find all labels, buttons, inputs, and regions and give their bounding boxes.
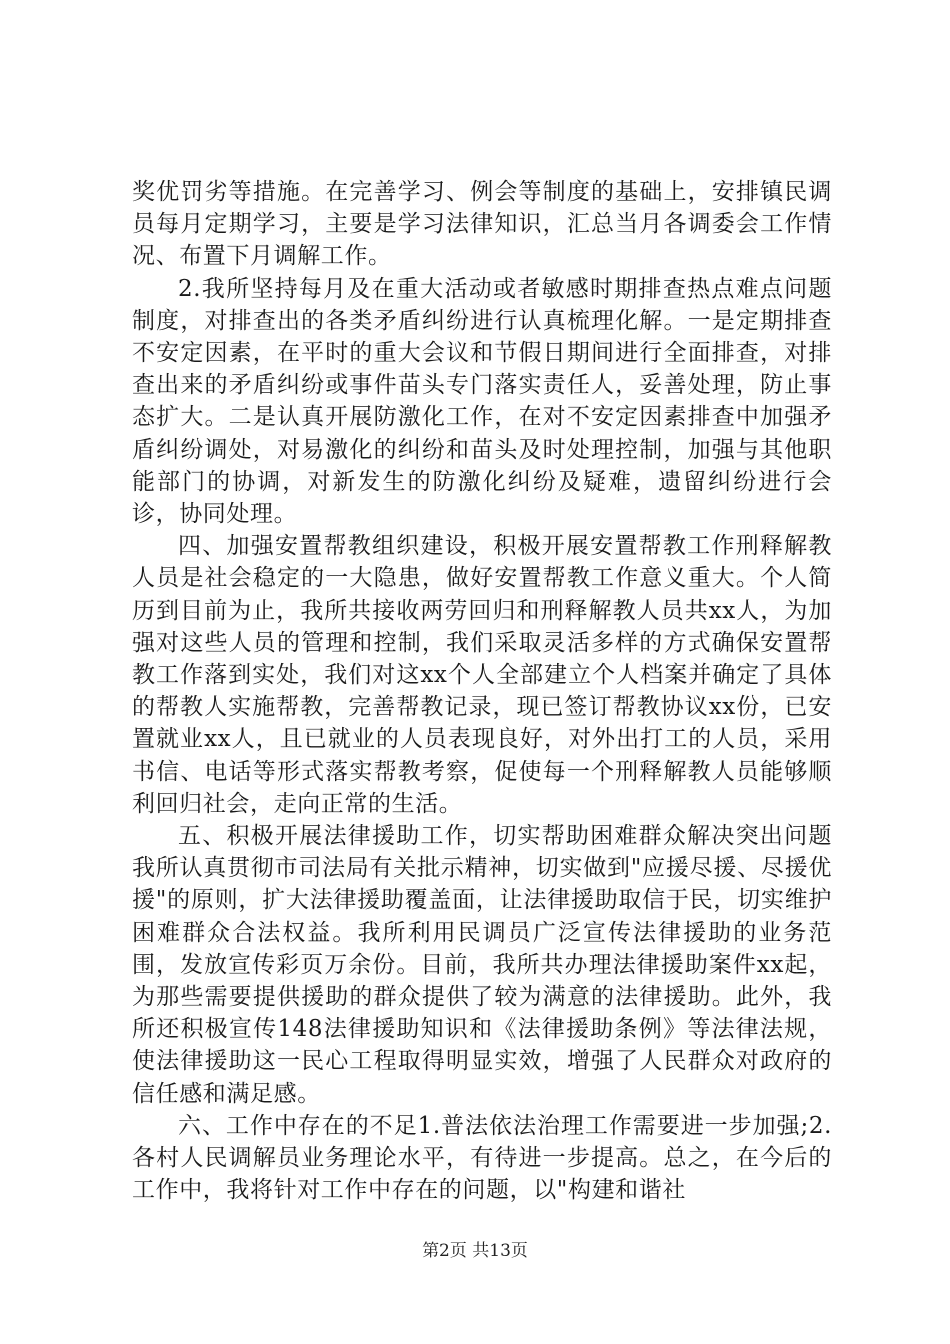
paragraph-dispute-screening: 2.我所坚持每月及在重大活动或者敏感时期排查热点难点问题制度，对排查出的各类矛盾纠纷进行认真梳理化解。一是定期排查不安定因素，在平时的重大会议和节假日期间进行全面排查，对排查出来的矛盾纠纷或事件苗头专门落实责任人，妥善处理，防止事态扩大。二是认真开展防激化工作，在对不安定因素排查中加强矛盾纠纷调处，对易激化的纠纷和苗头及时处理控制，加强与其他职能部门的协调，对新发生的防激化纠纷及疑难，遗留纠纷进行会诊，协同处理。 <box>132 275 832 528</box>
paragraph-shortcomings: 六、工作中存在的不足1.普法依法治理工作需要进一步加强;2.各村人民调解员业务理论水平，有待进一步提高。总之，在今后的工作中，我将针对工作中存在的问题，以"构建和谐社 <box>132 1112 832 1204</box>
paragraph-continuation: 奖优罚劣等措施。在完善学习、例会等制度的基础上，安排镇民调员每月定期学习，主要是学习法律知识，汇总当月各调委会工作情况、布置下月调解工作。 <box>132 179 832 270</box>
document-body <box>132 176 832 1207</box>
paragraph-legal-aid: 五、积极开展法律援助工作，切实帮助困难群众解决突出问题我所认真贯彻市司法局有关批示精神，切实做到"应援尽援、尽援优援"的原则，扩大法律援助覆盖面，让法律援助取信于民，切实维护困难群众合法权益。我所利用民调员广泛宣传法律援助的业务范围，发放宣传彩页万余份。目前，我所共办理法律援助案件xx起，为那些需要提供援助的群众提供了较为满意的法律援助。此外，我所还积极宣传148法律援助知识和《法律援助条例》等法律法规，使法律援助这一民心工程取得明显实效，增强了人民群众对政府的信任感和满足感。 <box>132 823 832 1107</box>
page-number-footer: 第2页 共13页 <box>422 1241 528 1261</box>
paragraph-resettlement-assistance: 四、加强安置帮教组织建设，积极开展安置帮教工作刑释解教人员是社会稳定的一大隐患，做好安置帮教工作意义重大。个人简历到目前为止，我所共接收两劳回归和刑释解教人员共xx人，为加强对这些人员的管理和控制，我们采取灵活多样的方式确保安置帮教工作落到实处，我们对这xx个人全部建立个人档案并确定了具体的帮教人实施帮教，完善帮教记录，现已签订帮教协议xx份，已安置就业xx人，且已就业的人员表现良好，对外出打工的人员，采用书信、电话等形式落实帮教考察，促使每一个刑释解教人员能够顺利回归社会，走向正常的生活。 <box>132 533 832 817</box>
